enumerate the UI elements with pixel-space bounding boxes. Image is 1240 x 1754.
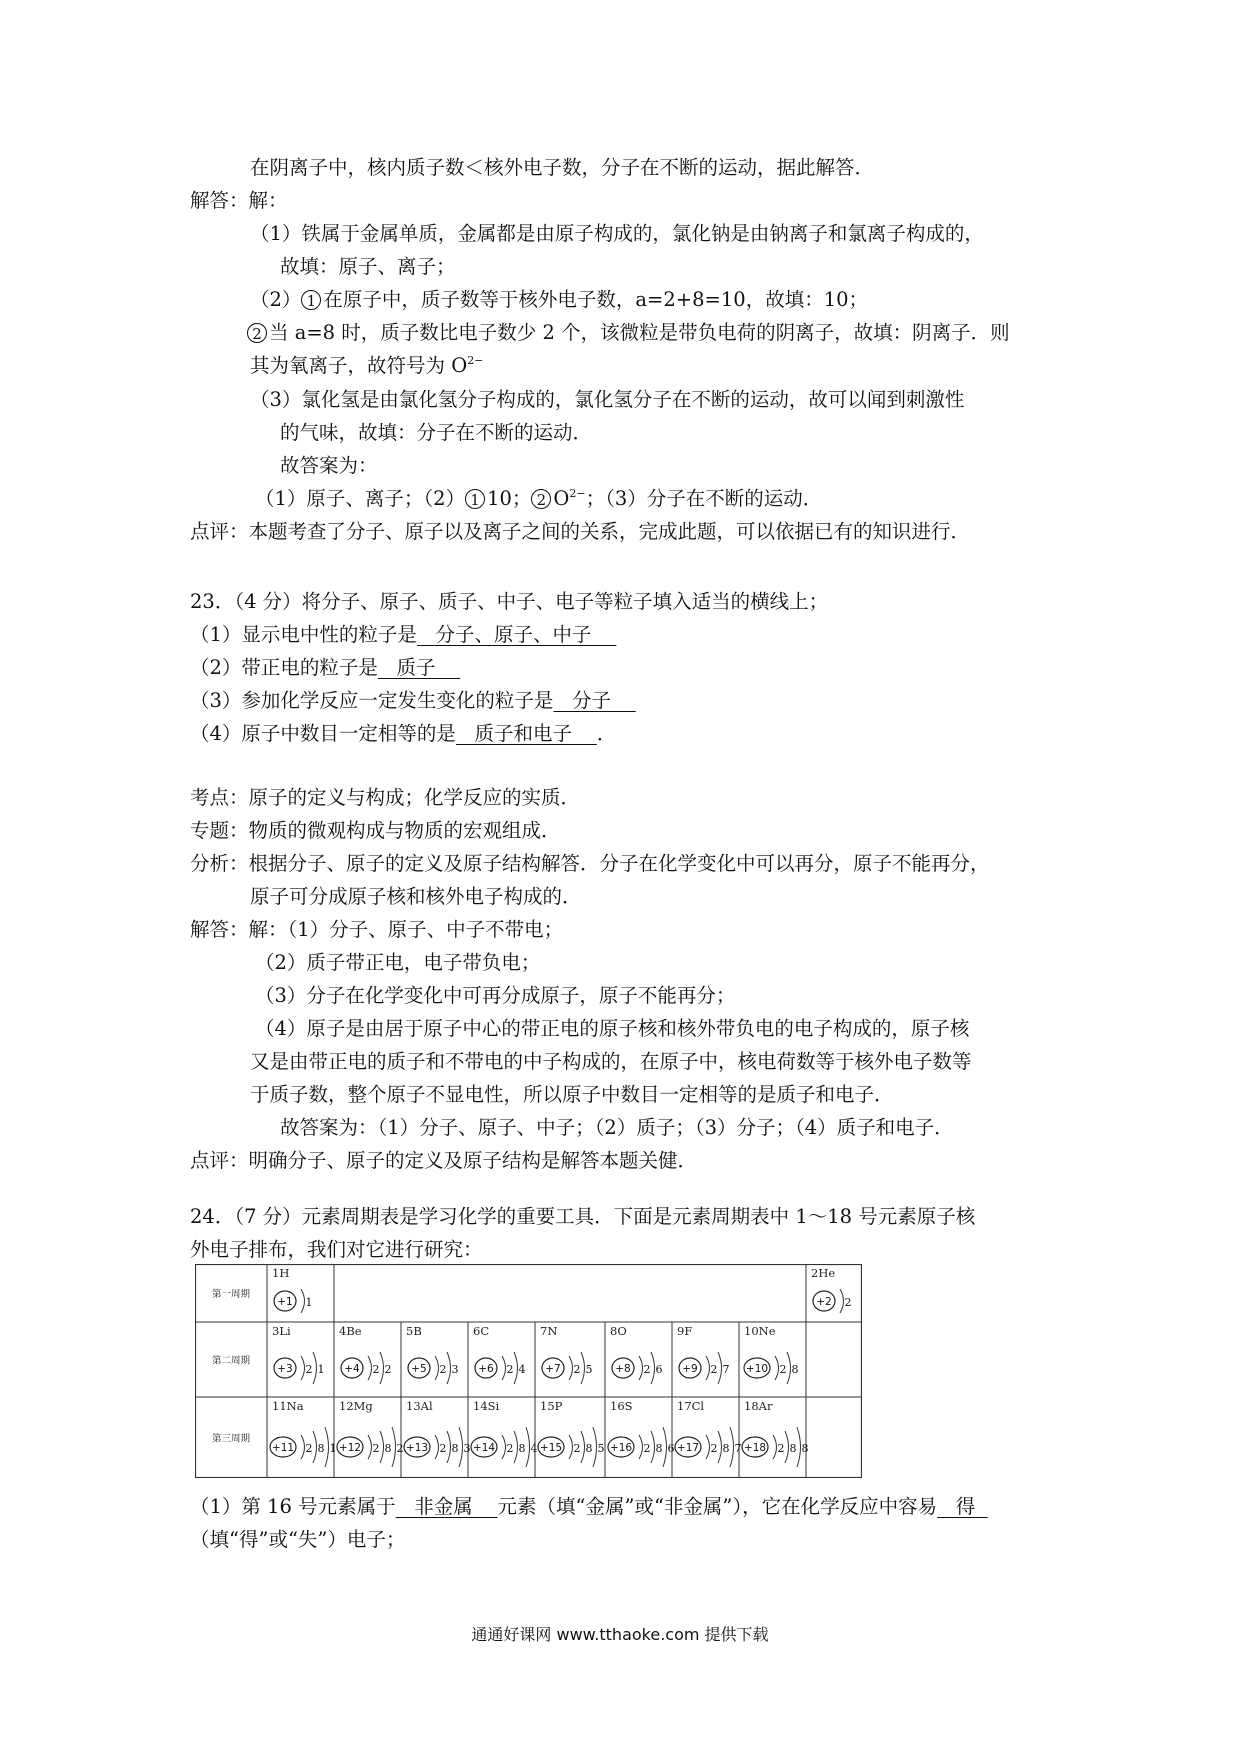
answer-text: ；（3）分子在不断的运动． — [585, 487, 823, 510]
electron-shell-arc — [593, 1427, 597, 1467]
q23-comment: 点评：明确分子、原子的定义及原子结构是解答本题关健． — [190, 1149, 698, 1172]
nucleus-charge: +12 — [338, 1442, 362, 1454]
electron-shell-arc — [785, 1431, 789, 1463]
electron-shell-arc — [718, 1431, 722, 1463]
ion-charge: 2− — [569, 487, 586, 500]
electron-shell-arc — [502, 1356, 506, 1380]
electron-shell-arc — [435, 1356, 439, 1380]
electron-shell-arc — [301, 1356, 305, 1380]
shell-electron-count: 4 — [530, 1442, 538, 1455]
q23-answer-6: 于质子数，整个原子不显电性，所以原子中数目一定相等的是质子和电子． — [250, 1083, 894, 1106]
q23-answer-3: （3）分子在化学变化中可再分成原子，原子不能再分； — [255, 984, 736, 1007]
nucleus-charge: +9 — [682, 1363, 698, 1375]
answer-line-3a: （3）氯化氢是由氯化氢分子构成的，氯化氢分子在不断的运动，故可以闻到刺激性 — [250, 388, 965, 411]
shell-electron-count: 2 — [372, 1442, 380, 1455]
shell-electron-count: 2 — [844, 1296, 852, 1309]
nucleus-charge: +13 — [405, 1442, 429, 1454]
element-symbol: 2He — [811, 1266, 836, 1280]
answer-line-3b: 的气味，故填：分子在不断的运动． — [280, 421, 593, 444]
element-symbol: 6C — [473, 1324, 490, 1338]
nucleus-charge: +1 — [277, 1296, 293, 1308]
element-symbol: 14Si — [473, 1399, 500, 1413]
electron-shell-arc — [706, 1435, 710, 1459]
shell-electron-count: 2 — [439, 1363, 447, 1376]
nucleus-charge: +14 — [472, 1442, 496, 1454]
shell-electron-count: 8 — [801, 1442, 809, 1455]
shell-electron-count: 3 — [451, 1363, 459, 1376]
fill-in-answer: 分子、原子、中子 — [416, 623, 617, 646]
question-text: （3）参加化学反应一定发生变化的粒子是 — [190, 689, 554, 712]
shell-electron-count: 8 — [789, 1442, 797, 1455]
electron-shell-arc — [368, 1435, 372, 1459]
shell-electron-count: 7 — [722, 1363, 730, 1376]
comment-line: 点评：本题考查了分子、原子以及离子之间的关系，完成此题，可以依据已有的知识进行． — [190, 520, 971, 543]
electron-shell-arc — [502, 1435, 506, 1459]
q23-final-answer: 故答案为：（1）分子、原子、中子；（2）质子；（3）分子；（4）质子和电子． — [280, 1116, 954, 1139]
nucleus-charge: +6 — [478, 1363, 494, 1375]
q23-item-3 — [190, 689, 636, 713]
answer-text: 其为氧离子，故符号为 O — [250, 354, 468, 377]
answer-line-2b — [247, 321, 1010, 345]
element-symbol: 9F — [677, 1324, 693, 1338]
question-text: 元素（填“金属”或“非金属”），它在化学反应中容易 — [497, 1495, 938, 1518]
element-symbol: 16S — [610, 1399, 633, 1413]
answer-text: （1）原子、离子；（2） — [255, 487, 466, 510]
electron-shell-arc — [569, 1356, 573, 1380]
q24-stem-2: 外电子排布，我们对它进行研究： — [190, 1238, 483, 1261]
q23-answer-5: 又是由带正电的质子和不带电的中子构成的，在原子中，核电荷数等于核外电子数等 — [250, 1050, 972, 1073]
q23-subject: 专题：物质的微观构成与物质的宏观组成． — [190, 819, 561, 842]
q23-item-1 — [190, 623, 616, 647]
answer-line-2a — [250, 288, 868, 312]
nucleus-charge: +15 — [539, 1442, 563, 1454]
element-symbol: 1H — [272, 1266, 290, 1280]
q23-analysis-2: 原子可分成原子核和核外电子构成的． — [250, 885, 582, 908]
answer-line-1a: （1）铁属于金属单质，金属都是由原子构成的，氯化钠是由钠离子和氯离子构成的， — [250, 222, 984, 245]
electron-shell-arc — [663, 1427, 667, 1467]
analysis-line: 在阴离子中，核内质子数＜核外电子数，分子在不断的运动，据此解答． — [250, 156, 875, 179]
shell-electron-count: 4 — [518, 1363, 526, 1376]
answer-text: 10； — [487, 487, 532, 510]
item-number: （2） — [250, 288, 302, 311]
shell-electron-count: 1 — [317, 1363, 325, 1376]
electron-shell-arc — [569, 1435, 573, 1459]
shell-electron-count: 2 — [439, 1442, 447, 1455]
shell-electron-count: 7 — [734, 1442, 742, 1455]
shell-electron-count: 1 — [329, 1442, 337, 1455]
fill-in-answer: 非金属 — [395, 1495, 498, 1518]
circled-number-2: 2 — [247, 323, 267, 343]
nucleus-charge: +4 — [344, 1363, 360, 1375]
nucleus-charge: +7 — [545, 1363, 561, 1375]
electron-shell-arc — [301, 1435, 305, 1459]
shell-electron-count: 2 — [305, 1442, 313, 1455]
element-symbol: 4Be — [339, 1324, 362, 1338]
shell-electron-count: 8 — [451, 1442, 459, 1455]
electron-shell-arc — [514, 1352, 518, 1384]
electron-shell-arc — [435, 1435, 439, 1459]
fill-in-answer: 分子 — [553, 689, 636, 712]
electron-shell-arc — [718, 1352, 722, 1384]
shell-electron-count: 1 — [305, 1296, 313, 1309]
shell-electron-count: 8 — [655, 1442, 663, 1455]
ion-charge: 2− — [467, 354, 484, 367]
shell-electron-count: 2 — [384, 1363, 392, 1376]
fill-in-answer: 得 — [937, 1495, 988, 1518]
electron-shell-arc — [380, 1352, 384, 1384]
electron-shell-arc — [651, 1352, 655, 1384]
electron-shell-arc — [775, 1356, 779, 1380]
element-symbol: 3Li — [272, 1324, 291, 1338]
electron-shell-arc — [581, 1352, 585, 1384]
final-answer-label: 故答案为： — [280, 454, 378, 477]
period-label: 第三周期 — [211, 1433, 251, 1445]
shell-electron-count: 2 — [779, 1363, 787, 1376]
question-text: （4）原子中数目一定相等的是 — [190, 722, 456, 745]
answer-line-1b: 故填：原子、离子； — [280, 255, 456, 278]
nucleus-charge: +10 — [745, 1363, 769, 1375]
nucleus-charge: +18 — [743, 1442, 767, 1454]
shell-electron-count: 8 — [791, 1363, 799, 1376]
q23-answer-1: 解答：解：（1）分子、原子、中子不带电； — [190, 918, 564, 941]
fill-in-answer: 质子和电子 — [455, 722, 597, 745]
shell-electron-count: 8 — [585, 1442, 593, 1455]
electron-shell-arc — [840, 1289, 844, 1313]
shell-electron-count: 2 — [710, 1363, 718, 1376]
period-label: 第二周期 — [211, 1355, 251, 1367]
periodic-table-figure — [195, 1264, 862, 1478]
final-answer-line — [255, 487, 822, 514]
electron-shell-arc — [459, 1427, 463, 1467]
shell-electron-count: 2 — [396, 1442, 404, 1455]
q23-stem: 23．（4 分）将分子、原子、质子、中子、电子等粒子填入适当的横线上； — [190, 590, 829, 613]
circled-number-1: 1 — [465, 489, 485, 509]
shell-electron-count: 2 — [305, 1363, 313, 1376]
answer-text: O — [553, 487, 570, 510]
q23-answer-4: （4）原子是由居于原子中心的带正电的原子核和核外带负电的电子构成的，原子核 — [255, 1017, 970, 1040]
shell-electron-count: 8 — [384, 1442, 392, 1455]
shell-electron-count: 6 — [655, 1363, 663, 1376]
element-symbol: 15P — [540, 1399, 563, 1413]
electron-shell-arc — [706, 1356, 710, 1380]
shell-electron-count: 2 — [777, 1442, 785, 1455]
period-label: 第一周期 — [211, 1289, 251, 1300]
element-symbol: 18Ar — [744, 1399, 773, 1413]
shell-electron-count: 2 — [372, 1363, 380, 1376]
electron-shell-arc — [447, 1431, 451, 1463]
electron-shell-arc — [730, 1427, 734, 1467]
electron-shell-arc — [380, 1431, 384, 1463]
q23-item-4 — [190, 722, 616, 746]
electron-shell-arc — [313, 1352, 317, 1384]
q23-topic: 考点：原子的定义与构成；化学反应的实质． — [190, 786, 581, 809]
circled-number-2: 2 — [531, 489, 551, 509]
footer-watermark: 通通好课网 www.tthaoke.com 提供下载 — [471, 1625, 769, 1644]
electron-shell-arc — [773, 1435, 777, 1459]
electron-shell-arc — [651, 1431, 655, 1463]
electron-shell-arc — [581, 1431, 585, 1463]
shell-electron-count: 2 — [643, 1363, 651, 1376]
q24-stem-1: 24．（7 分）元素周期表是学习化学的重要工具．下面是元素周期表中 1～18 号元素原子核 — [190, 1205, 976, 1228]
answer-heading: 解答：解： — [190, 189, 288, 212]
element-symbol: 12Mg — [339, 1399, 373, 1413]
shell-electron-count: 8 — [722, 1442, 730, 1455]
element-symbol: 13Al — [406, 1399, 433, 1413]
electron-shell-arc — [639, 1356, 643, 1380]
element-symbol: 7N — [540, 1324, 558, 1338]
electron-shell-arc — [526, 1427, 530, 1467]
shell-electron-count: 5 — [597, 1442, 605, 1455]
shell-electron-count: 8 — [317, 1442, 325, 1455]
nucleus-charge: +11 — [271, 1442, 295, 1454]
shell-electron-count: 2 — [710, 1442, 718, 1455]
nucleus-charge: +16 — [609, 1442, 633, 1454]
nucleus-charge: +5 — [411, 1363, 427, 1375]
shell-electron-count: 3 — [463, 1442, 471, 1455]
shell-electron-count: 5 — [585, 1363, 593, 1376]
question-text: ． — [596, 722, 617, 745]
q24-item-1-cont: （填“得”或“失”）电子； — [190, 1528, 406, 1551]
question-text: （2）带正电的粒子是 — [190, 656, 378, 679]
element-symbol: 11Na — [272, 1399, 304, 1413]
shell-electron-count: 2 — [573, 1442, 581, 1455]
electron-shell-arc — [392, 1427, 396, 1467]
shell-electron-count: 2 — [506, 1363, 514, 1376]
q23-item-2 — [190, 656, 460, 680]
electron-shell-arc — [797, 1427, 801, 1467]
nucleus-charge: +8 — [615, 1363, 631, 1375]
element-symbol: 5B — [406, 1324, 422, 1338]
nucleus-charge: +3 — [277, 1363, 293, 1375]
q23-answer-2: （2）质子带正电，电子带负电； — [255, 951, 541, 974]
electron-shell-arc — [313, 1431, 317, 1463]
element-symbol: 17Cl — [677, 1399, 705, 1413]
answer-text: 当 a=8 时，质子数比电子数少 2 个，该微粒是带负电荷的阴离子，故填：阴离子．则 — [269, 321, 1010, 344]
shell-electron-count: 2 — [573, 1363, 581, 1376]
element-symbol: 10Ne — [744, 1324, 776, 1338]
shell-electron-count: 6 — [667, 1442, 675, 1455]
answer-line-2c — [250, 354, 483, 381]
answer-text: 在原子中，质子数等于核外电子数，a=2+8=10，故填：10； — [323, 288, 869, 311]
nucleus-charge: +2 — [816, 1296, 832, 1308]
shell-electron-count: 2 — [643, 1442, 651, 1455]
electron-shell-arc — [514, 1431, 518, 1463]
question-text: （1）第 16 号元素属于 — [190, 1495, 396, 1518]
question-text: （1）显示电中性的粒子是 — [190, 623, 417, 646]
nucleus-charge: +17 — [676, 1442, 700, 1454]
electron-shell-arc — [447, 1352, 451, 1384]
electron-shell-arc — [639, 1435, 643, 1459]
q24-item-1 — [190, 1495, 988, 1519]
shell-electron-count: 8 — [518, 1442, 526, 1455]
electron-shell-arc — [787, 1352, 791, 1384]
fill-in-answer: 质子 — [377, 656, 461, 679]
element-symbol: 8O — [610, 1324, 627, 1338]
circled-number-1: 1 — [301, 290, 321, 310]
shell-electron-count: 2 — [506, 1442, 514, 1455]
electron-shell-arc — [368, 1356, 372, 1380]
q23-analysis-1: 分析：根据分子、原子的定义及原子结构解答．分子在化学变化中可以再分，原子不能再分， — [190, 852, 990, 875]
electron-shell-arc — [301, 1289, 305, 1313]
electron-shell-arc — [325, 1427, 329, 1467]
